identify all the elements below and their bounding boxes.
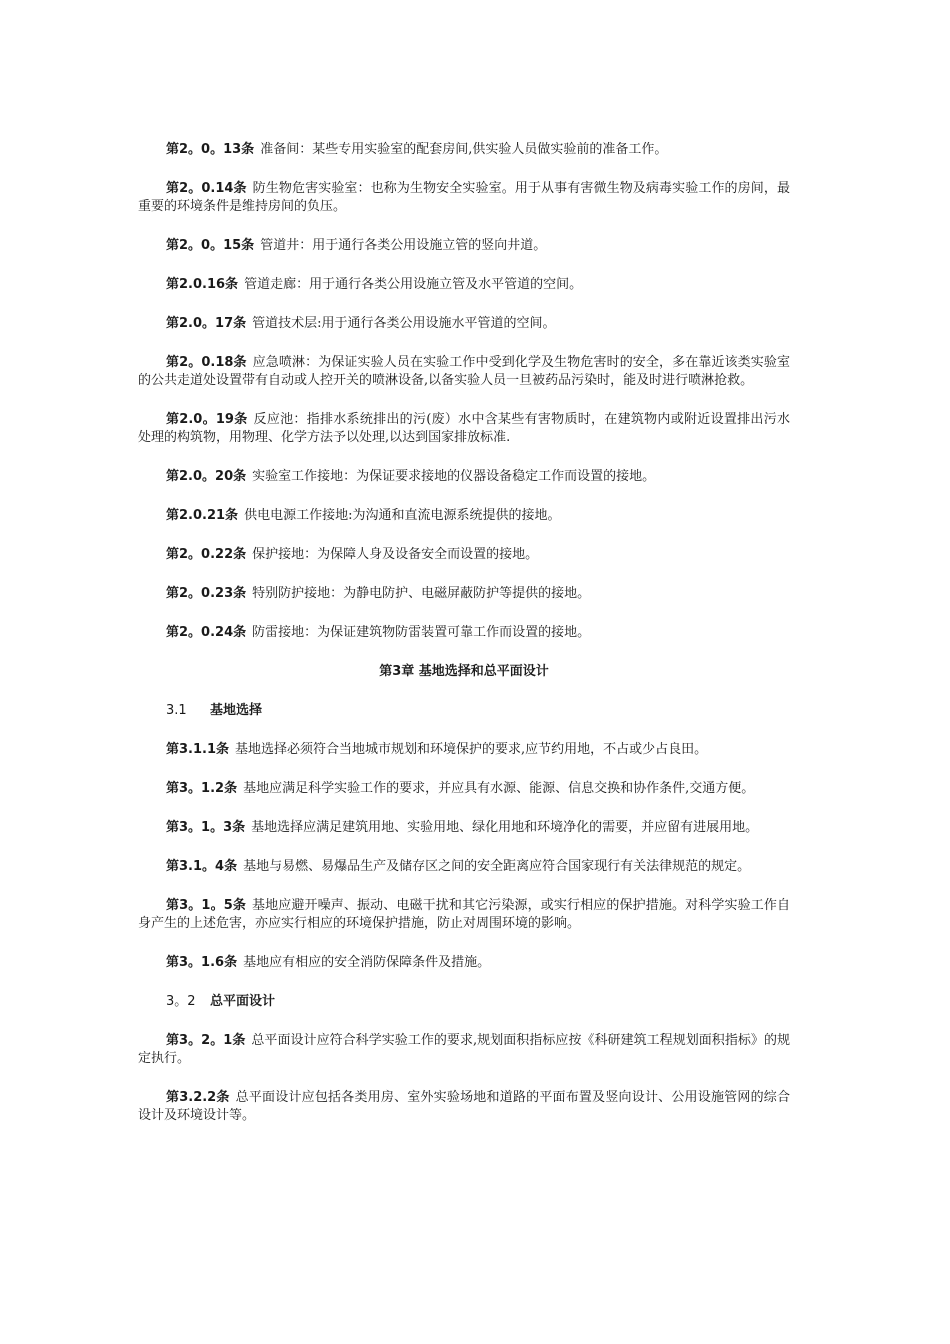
article-2-0-21 <box>138 507 790 525</box>
article-text: 基地应有相应的安全消防保障条件及措施。 <box>243 955 491 970</box>
article-2-0-23 <box>138 585 790 603</box>
article-3-1-1 <box>138 741 790 759</box>
article-label: 第3.2.2条 <box>166 1090 230 1105</box>
article-label: 第3。1.2条 <box>166 781 238 796</box>
article-2-0-16 <box>138 276 790 294</box>
article-label: 第3.1。4条 <box>166 859 238 874</box>
article-label: 第3。1。5条 <box>166 898 247 913</box>
article-label: 第3。2。1条 <box>166 1033 246 1048</box>
article-text: 总平面设计应符合科学实验工作的要求,规划面积指标应按《科研建筑工程规划面积指标》的规定执行。 <box>138 1033 790 1066</box>
section-number: 3.1 <box>166 703 187 718</box>
article-label: 第2.0.16条 <box>166 277 239 292</box>
article-text: 应急喷淋：为保证实验人员在实验工作中受到化学及生物危害时的安全，多在靠近该类实验室的公共走道处设置带有自动或人控开关的喷淋设备,以备实验人员一旦被药品污染时，能及时进行喷淋抢救。 <box>138 355 790 388</box>
article-2-0-20 <box>138 468 790 486</box>
article-text: 基地选择必须符合当地城市规划和环境保护的要求,应节约用地，不占或少占良田。 <box>235 742 708 757</box>
article-text: 基地应满足科学实验工作的要求，并应具有水源、能源、信息交换和协作条件,交通方便。 <box>243 781 755 796</box>
article-3-1-3 <box>138 819 790 837</box>
article-2-0-14 <box>138 180 790 216</box>
article-3-1-5 <box>138 897 790 933</box>
article-text: 管道走廊：用于通行各类公用设施立管及水平管道的空间。 <box>244 277 583 292</box>
article-text: 准备间：某些专用实验室的配套房间,供实验人员做实验前的准备工作。 <box>260 142 668 157</box>
article-label: 第2。0。13条 <box>166 142 255 157</box>
article-label: 第2.0.21条 <box>166 508 239 523</box>
article-text: 保护接地：为保障人身及设备安全而设置的接地。 <box>252 547 539 562</box>
article-3-2-1 <box>138 1032 790 1068</box>
article-label: 第3.1.1条 <box>166 742 230 757</box>
article-2-0-24 <box>138 624 790 642</box>
article-2-0-22 <box>138 546 790 564</box>
article-label: 第2。0.14条 <box>166 181 247 196</box>
article-label: 第2。0。15条 <box>166 238 255 253</box>
section-title: 总平面设计 <box>210 994 276 1009</box>
article-label: 第2。0.22条 <box>166 547 247 562</box>
article-label: 第3。1.6条 <box>166 955 238 970</box>
article-2-0-18 <box>138 354 790 390</box>
article-2-0-17 <box>138 315 790 333</box>
article-text: 反应池：指排水系统排出的污(废）水中含某些有害物质时，在建筑物内或附近设置排出污水处理的构筑物，用物理、化学方法予以处理,以达到国家排放标准. <box>138 412 790 445</box>
article-3-1-2 <box>138 780 790 798</box>
article-text: 防雷接地：为保证建筑物防雷装置可靠工作而设置的接地。 <box>252 625 591 640</box>
article-text: 实验室工作接地：为保证要求接地的仪器设备稳定工作而设置的接地。 <box>252 469 656 484</box>
article-3-1-6 <box>138 954 790 972</box>
article-text: 管道井：用于通行各类公用设施立管的竖向井道。 <box>260 238 547 253</box>
article-text: 防生物危害实验室：也称为生物安全实验室。用于从事有害微生物及病毒实验工作的房间，最重要的环境条件是维持房间的负压。 <box>138 181 790 214</box>
article-label: 第2.0。17条 <box>166 316 247 331</box>
article-text: 供电电源工作接地:为沟通和直流电源系统提供的接地。 <box>244 508 561 523</box>
article-2-0-15 <box>138 237 790 255</box>
article-2-0-19 <box>138 411 790 447</box>
document-page <box>138 141 790 1146</box>
chapter-title: 第3章 基地选择和总平面设计 <box>379 664 549 679</box>
article-3-2-2 <box>138 1089 790 1125</box>
section-heading-3-2 <box>138 993 790 1011</box>
article-text: 基地与易燃、易爆品生产及储存区之间的安全距离应符合国家现行有关法律规范的规定。 <box>243 859 751 874</box>
section-heading-3-1 <box>138 702 790 720</box>
article-text: 总平面设计应包括各类用房、室外实验场地和道路的平面布置及竖向设计、公用设施管网的综合设计及环境设计等。 <box>138 1090 790 1123</box>
article-text: 基地选择应满足建筑用地、实验用地、绿化用地和环境净化的需要，并应留有进展用地。 <box>251 820 759 835</box>
article-3-1-4 <box>138 858 790 876</box>
article-label: 第2.0。19条 <box>166 412 248 427</box>
section-number: 3。2 <box>166 994 196 1009</box>
section-title: 基地选择 <box>210 703 263 718</box>
article-text: 管道技术层:用于通行各类公用设施水平管道的空间。 <box>252 316 556 331</box>
article-label: 第2。0.18条 <box>166 355 247 370</box>
article-2-0-13 <box>138 141 790 159</box>
article-text: 特别防护接地：为静电防护、电磁屏蔽防护等提供的接地。 <box>252 586 591 601</box>
article-label: 第2。0.24条 <box>166 625 247 640</box>
article-text: 基地应避开噪声、振动、电磁干扰和其它污染源，或实行相应的保护措施。对科学实验工作自身产生的上述危害，亦应实行相应的环境保护措施，防止对周围环境的影响。 <box>138 898 790 931</box>
article-label: 第2.0。20条 <box>166 469 247 484</box>
article-label: 第2。0.23条 <box>166 586 247 601</box>
article-label: 第3。1。3条 <box>166 820 246 835</box>
